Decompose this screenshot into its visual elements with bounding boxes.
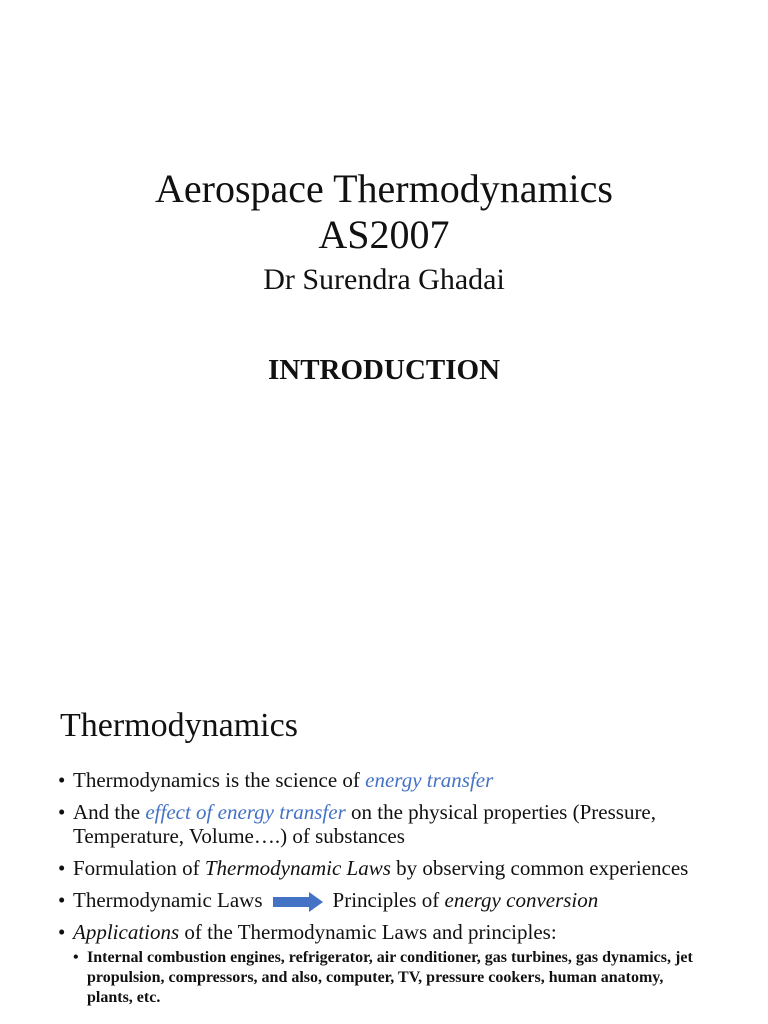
bullet-text: on the physical properties (Pressure, Temperature, Volume….) of substances: [73, 800, 657, 848]
bullet-item: [58, 920, 708, 1008]
author-name: Dr Surendra Ghadai: [263, 263, 505, 296]
content-slide: [0, 662, 768, 1024]
bullet-text: of the Thermodynamic Laws and principles:: [179, 920, 557, 945]
bullet-emphasis: energy conversion: [444, 888, 599, 912]
section-heading: INTRODUCTION: [267, 354, 501, 386]
course-code: AS2007: [318, 212, 450, 257]
sub-bullet-list: [73, 948, 708, 1008]
slide-heading: Thermodynamics: [60, 707, 298, 744]
slide-title: [0, 166, 768, 258]
bullet-item: [58, 856, 708, 880]
bullet-text: by observing common experiences: [390, 856, 689, 880]
bullet-highlight: effect of energy transfer: [145, 800, 346, 824]
bullet-item: [58, 888, 708, 912]
bullet-text: Principles of: [332, 888, 445, 912]
bullet-highlight: energy transfer: [365, 768, 494, 792]
bullet-emphasis: Thermodynamic Laws: [204, 856, 391, 880]
bullet-item: [58, 768, 708, 792]
sub-bullet-item: • Internal combustion engines, refrigerator, air conditioner, gas turbines, gas dynamics, jet propulsion, compressors, and also, computer, TV, pressure cookers, human anatomy, plants, etc.: [73, 948, 708, 1008]
bullet-text: Thermodynamics is the science of: [73, 768, 366, 792]
bullet-list: [58, 768, 708, 1016]
bullet-item: [58, 800, 708, 848]
bullet-text: And the: [73, 800, 146, 824]
course-title: Aerospace Thermodynamics: [155, 166, 613, 211]
right-arrow-icon: [273, 892, 323, 912]
bullet-text: Thermodynamic Laws: [73, 888, 263, 912]
bullet-text: Formulation of: [73, 856, 205, 880]
bullet-emphasis: Applications: [73, 920, 180, 945]
